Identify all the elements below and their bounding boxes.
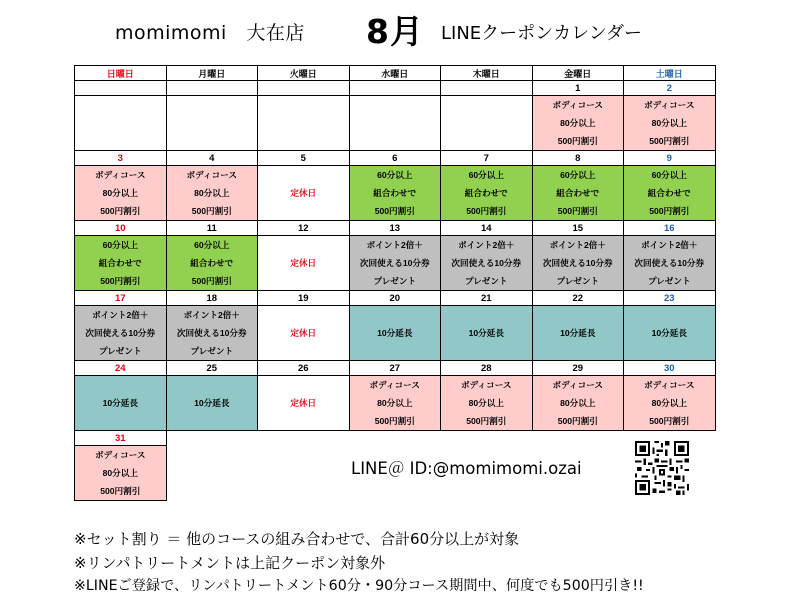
coupon-line: 組合わせで bbox=[373, 188, 417, 198]
coupon-line: プレゼント bbox=[190, 346, 234, 356]
coupon-line: プレゼント bbox=[464, 276, 508, 286]
coupon-line: 次回使える10分券 bbox=[451, 258, 522, 268]
coupon-line: 定休日 bbox=[290, 398, 317, 408]
day-number: 5 bbox=[258, 151, 350, 166]
weekday-label: 日曜日 bbox=[75, 66, 167, 81]
coupon-cell-ext bbox=[166, 376, 258, 431]
coupon-cell-combo bbox=[532, 166, 624, 221]
coupon-line: 500円割引 bbox=[100, 486, 141, 496]
coupon-line: プレゼント bbox=[373, 276, 417, 286]
day-number: 10 bbox=[75, 221, 167, 236]
coupon-line: ボディコース bbox=[552, 100, 603, 110]
coupon-line: 500円割引 bbox=[466, 416, 507, 426]
coupon-line: 10分延長 bbox=[468, 328, 504, 338]
calendar-title: LINEクーポンカレンダー bbox=[441, 23, 643, 44]
day-number bbox=[441, 81, 533, 96]
coupon-line: 次回使える10分券 bbox=[542, 258, 613, 268]
coupon-row bbox=[75, 96, 716, 151]
month-title: 8月 bbox=[366, 12, 424, 51]
day-number: 12 bbox=[258, 221, 350, 236]
coupon-cell-body bbox=[75, 446, 167, 501]
coupon-line: 80分以上 bbox=[560, 398, 596, 408]
day-number: 18 bbox=[166, 291, 258, 306]
coupon-line: 次回使える10分券 bbox=[634, 258, 705, 268]
coupon-line: 500円割引 bbox=[374, 206, 415, 216]
day-number: 26 bbox=[258, 361, 350, 376]
coupon-line: 80分以上 bbox=[560, 118, 596, 128]
day-number: 11 bbox=[166, 221, 258, 236]
coupon-line: 10分延長 bbox=[194, 398, 230, 408]
coupon-line: ボディコース bbox=[461, 380, 512, 390]
coupon-line: 500円割引 bbox=[649, 206, 690, 216]
coupon-line: ボディコース bbox=[186, 170, 237, 180]
coupon-line: 組合わせで bbox=[190, 258, 234, 268]
coupon-line: 次回使える10分券 bbox=[359, 258, 430, 268]
coupon-line: 60分以上 bbox=[468, 170, 504, 180]
coupon-cell-ext bbox=[349, 306, 441, 361]
coupon-line: ボディコース bbox=[95, 450, 146, 460]
coupon-cell-body bbox=[624, 376, 716, 431]
day-number: 9 bbox=[624, 151, 716, 166]
day-number: 16 bbox=[624, 221, 716, 236]
coupon-line: 500円割引 bbox=[466, 206, 507, 216]
weekday-label: 水曜日 bbox=[349, 66, 441, 81]
day-number: 14 bbox=[441, 221, 533, 236]
day-number bbox=[75, 81, 167, 96]
coupon-cell-point bbox=[349, 236, 441, 291]
empty-cell bbox=[258, 446, 350, 501]
day-number: 24 bbox=[75, 361, 167, 376]
coupon-cell-off bbox=[258, 376, 350, 431]
day-number: 17 bbox=[75, 291, 167, 306]
coupon-line: 500円割引 bbox=[191, 206, 232, 216]
coupon-row bbox=[75, 376, 716, 431]
coupon-cell-body bbox=[166, 166, 258, 221]
coupon-cell-off bbox=[258, 166, 350, 221]
empty-cell bbox=[349, 431, 441, 446]
day-number: 21 bbox=[441, 291, 533, 306]
day-number: 19 bbox=[258, 291, 350, 306]
coupon-cell-off bbox=[258, 236, 350, 291]
coupon-line: 10分延長 bbox=[102, 398, 138, 408]
empty-cell bbox=[166, 446, 258, 501]
coupon-line: ポイント2倍＋ bbox=[183, 310, 240, 320]
coupon-line: 10分延長 bbox=[377, 328, 413, 338]
day-number: 13 bbox=[349, 221, 441, 236]
coupon-line: 60分以上 bbox=[560, 170, 596, 180]
coupon-line: プレゼント bbox=[647, 276, 691, 286]
coupon-line: プレゼント bbox=[556, 276, 600, 286]
coupon-line: 80分以上 bbox=[377, 398, 413, 408]
coupon-cell-point bbox=[441, 236, 533, 291]
coupon-line: 80分以上 bbox=[651, 398, 687, 408]
coupon-cell-combo bbox=[624, 166, 716, 221]
day-number: 8 bbox=[532, 151, 624, 166]
qr-code-icon bbox=[635, 441, 689, 495]
coupon-line: 10分延長 bbox=[560, 328, 596, 338]
coupon-line: ボディコース bbox=[644, 100, 695, 110]
coupon-line: ポイント2倍＋ bbox=[549, 240, 606, 250]
coupon-line: 60分以上 bbox=[194, 240, 230, 250]
coupon-line: ポイント2倍＋ bbox=[641, 240, 698, 250]
line-id: LINE＠ ID:@momimomi.ozai bbox=[351, 459, 582, 478]
day-number: 7 bbox=[441, 151, 533, 166]
day-number: 29 bbox=[532, 361, 624, 376]
weekday-label: 月曜日 bbox=[166, 66, 258, 81]
coupon-cell-point bbox=[624, 236, 716, 291]
coupon-line: ボディコース bbox=[95, 170, 146, 180]
day-number: 27 bbox=[349, 361, 441, 376]
day-number: 6 bbox=[349, 151, 441, 166]
coupon-row bbox=[75, 236, 716, 291]
coupon-line: 500円割引 bbox=[557, 416, 598, 426]
weekday-header-row bbox=[75, 66, 716, 81]
coupon-line: 500円割引 bbox=[191, 276, 232, 286]
coupon-cell-body bbox=[624, 96, 716, 151]
coupon-line: 定休日 bbox=[290, 328, 317, 338]
coupon-line: 80分以上 bbox=[468, 398, 504, 408]
day-number: 1 bbox=[532, 81, 624, 96]
day-number bbox=[258, 81, 350, 96]
coupon-cell-none bbox=[166, 96, 258, 151]
coupon-line: 定休日 bbox=[290, 188, 317, 198]
date-row bbox=[75, 291, 716, 306]
coupon-line: 80分以上 bbox=[651, 118, 687, 128]
coupon-cell-none bbox=[75, 96, 167, 151]
day-number bbox=[349, 81, 441, 96]
day-number: 20 bbox=[349, 291, 441, 306]
day-number: 28 bbox=[441, 361, 533, 376]
coupon-cell-ext bbox=[75, 376, 167, 431]
coupon-cell-body bbox=[75, 166, 167, 221]
empty-cell bbox=[166, 431, 258, 446]
coupon-cell-ext bbox=[532, 306, 624, 361]
coupon-row bbox=[75, 166, 716, 221]
coupon-line: ポイント2倍＋ bbox=[366, 240, 423, 250]
coupon-line: ポイント2倍＋ bbox=[458, 240, 515, 250]
weekday-label: 土曜日 bbox=[624, 66, 716, 81]
coupon-line: 500円割引 bbox=[649, 136, 690, 146]
coupon-cell-body bbox=[532, 376, 624, 431]
coupon-cell-body bbox=[441, 376, 533, 431]
coupon-cell-none bbox=[349, 96, 441, 151]
coupon-cell-ext bbox=[624, 306, 716, 361]
coupon-line: 次回使える10分券 bbox=[85, 328, 156, 338]
coupon-calendar bbox=[74, 65, 716, 501]
weekday-label: 金曜日 bbox=[532, 66, 624, 81]
empty-cell bbox=[532, 431, 624, 446]
coupon-line: 80分以上 bbox=[194, 188, 230, 198]
note-set-discount: ※セット割り ＝ 他のコースの組み合わせで、合計60分以上が対象 bbox=[74, 530, 520, 548]
coupon-cell-combo bbox=[75, 236, 167, 291]
coupon-cell-off bbox=[258, 306, 350, 361]
coupon-cell-none bbox=[258, 96, 350, 151]
coupon-line: 組合わせで bbox=[464, 188, 508, 198]
coupon-line: ポイント2倍＋ bbox=[92, 310, 149, 320]
date-row bbox=[75, 361, 716, 376]
coupon-line: 定休日 bbox=[290, 258, 317, 268]
coupon-line: 60分以上 bbox=[377, 170, 413, 180]
day-number: 31 bbox=[75, 431, 167, 446]
coupon-cell-point bbox=[532, 236, 624, 291]
coupon-line: 500円割引 bbox=[374, 416, 415, 426]
note-line-discount: ※LINEご登録で、リンパトリートメント60分・90分コース期間中、何度でも500円引き!! bbox=[74, 578, 644, 594]
coupon-cell-none bbox=[441, 96, 533, 151]
coupon-cell-combo bbox=[441, 166, 533, 221]
date-row bbox=[75, 81, 716, 96]
coupon-line: 60分以上 bbox=[102, 240, 138, 250]
coupon-line: 500円割引 bbox=[557, 206, 598, 216]
weekday-label: 火曜日 bbox=[258, 66, 350, 81]
coupon-line: 10分延長 bbox=[651, 328, 687, 338]
date-row bbox=[75, 221, 716, 236]
date-row bbox=[75, 431, 716, 446]
coupon-line: ボディコース bbox=[644, 380, 695, 390]
coupon-line: 組合わせで bbox=[556, 188, 600, 198]
empty-cell bbox=[258, 431, 350, 446]
coupon-cell-ext bbox=[441, 306, 533, 361]
coupon-line: 組合わせで bbox=[98, 258, 142, 268]
coupon-line: 次回使える10分券 bbox=[176, 328, 247, 338]
day-number: 3 bbox=[75, 151, 167, 166]
coupon-line: 500円割引 bbox=[649, 416, 690, 426]
day-number bbox=[166, 81, 258, 96]
coupon-line: 80分以上 bbox=[102, 468, 138, 478]
coupon-line: 500円割引 bbox=[557, 136, 598, 146]
coupon-row bbox=[75, 306, 716, 361]
coupon-line: 組合わせで bbox=[647, 188, 691, 198]
day-number: 23 bbox=[624, 291, 716, 306]
coupon-cell-body bbox=[532, 96, 624, 151]
day-number: 30 bbox=[624, 361, 716, 376]
date-row bbox=[75, 151, 716, 166]
day-number: 15 bbox=[532, 221, 624, 236]
coupon-line: ボディコース bbox=[369, 380, 420, 390]
coupon-line: 500円割引 bbox=[100, 206, 141, 216]
coupon-cell-body bbox=[349, 376, 441, 431]
coupon-line: ボディコース bbox=[552, 380, 603, 390]
coupon-line: プレゼント bbox=[98, 346, 142, 356]
day-number: 25 bbox=[166, 361, 258, 376]
coupon-line: 60分以上 bbox=[651, 170, 687, 180]
coupon-line: 500円割引 bbox=[100, 276, 141, 286]
day-number: 4 bbox=[166, 151, 258, 166]
empty-cell bbox=[441, 431, 533, 446]
coupon-cell-point bbox=[166, 306, 258, 361]
coupon-line: 80分以上 bbox=[102, 188, 138, 198]
weekday-label: 木曜日 bbox=[441, 66, 533, 81]
coupon-cell-point bbox=[75, 306, 167, 361]
coupon-cell-combo bbox=[166, 236, 258, 291]
day-number: 2 bbox=[624, 81, 716, 96]
day-number: 22 bbox=[532, 291, 624, 306]
note-lymph-excluded: ※リンパトリートメントは上記クーポン対象外 bbox=[74, 554, 386, 572]
store-name: momimomi 大在店 bbox=[115, 22, 305, 44]
coupon-cell-combo bbox=[349, 166, 441, 221]
